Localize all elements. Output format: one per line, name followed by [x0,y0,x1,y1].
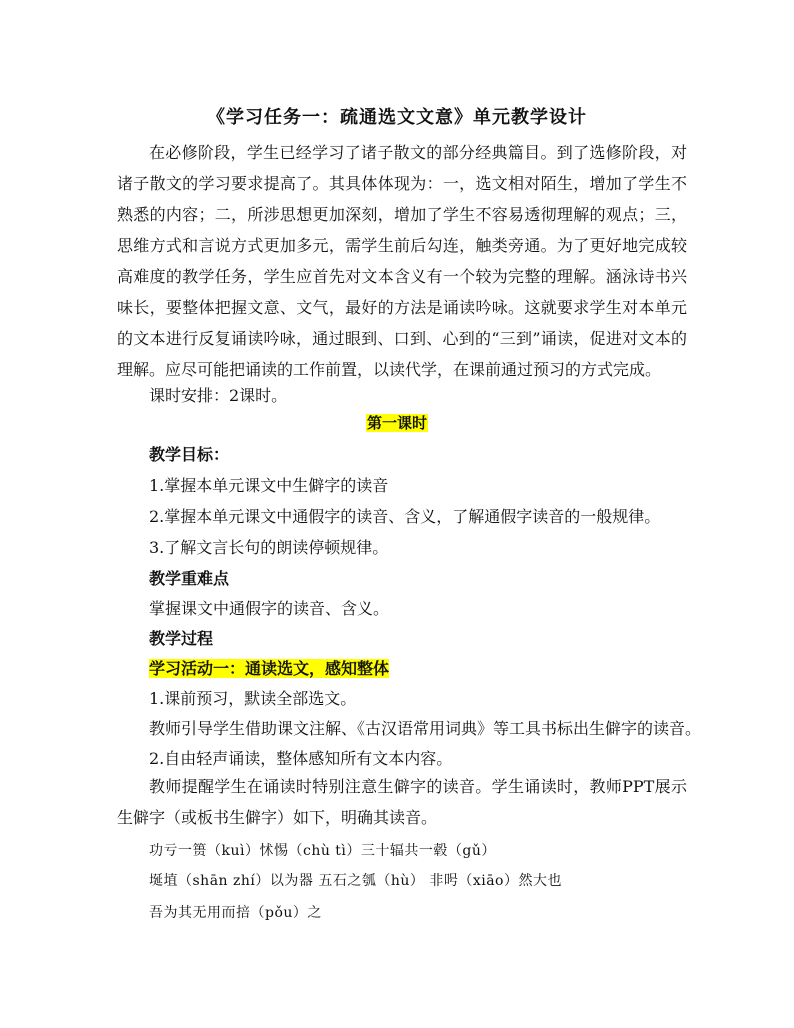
schedule-line: 课时安排：2课时。 [149,386,288,405]
step-2: 2.自由轻声诵读，整体感知所有文本内容。 [149,749,453,768]
objective-item: 1.掌握本单元课文中生僻字的读音 [149,476,389,495]
step-2-detail: 教师提醒学生在诵读时特别注意生僻字的读音。学生诵读时，教师PPT展示生僻字（或板书生僻字）如下，明确其读音。 [117,777,687,827]
difficulty-heading: 教学重难点 [149,569,230,588]
objectives-heading: 教学目标： [149,445,230,464]
step-1: 1.课前预习，默读全部选文。 [149,689,357,708]
activity-heading-text: 学习活动一：通读选文，感知整体 [149,659,390,678]
step-1-detail: 教师引导学生借助课文注解、《古汉语常用词典》等工具书标出生僻字的读音。 [149,719,702,738]
intro-paragraph: 在必修阶段，学生已经学习了诸子散文的部分经典篇目。到了选修阶段，对诸子散文的学习要求提高了。其具体体现为：一，选文相对陌生，增加了学生不熟悉的内容；二，所涉思想更加深刻，增加了学生不容易透彻理解的观点；三，思维方式和言说方式更加多元，需学生前后勾连，触类旁通。为了更好地完成较高难度的教学任务，学生应首先对文本含义有一个较为完整的理解。涵泳诗书兴味长，要整体把握文意、文气，最好的方法是诵读吟咏。这就要求学生对本单元的文本进行反复诵读吟咏，通过眼到、口到、心到的“三到”诵读，促进对文本的理解。应尽可能把诵读的工作前置，以读代学，在课前通过预习的方式完成。 [117,143,687,379]
process-heading: 教学过程 [149,629,214,648]
lesson-heading [0,412,794,433]
pinyin-line: 功亏一篑（kuì）怵惕（chù tì）三十辐共一毂（gǔ） [149,843,496,859]
pinyin-line: 吾为其无用而掊（pǒu）之 [149,905,322,921]
lesson-heading-text: 第一课时 [366,414,427,432]
objective-item: 2.掌握本单元课文中通假字的读音、含义，了解通假字读音的一般规律。 [149,507,661,526]
pinyin-line: 埏埴（shān zhí）以为器 五石之瓠（hù） 非呺（xiāo）然大也 [149,873,562,889]
document-title: 《学习任务一：疏通选文文意》单元教学设计 [207,107,587,128]
objective-item: 3.了解文言长句的朗读停顿规律。 [149,538,389,557]
activity-heading [149,656,389,679]
difficulty-text: 掌握课文中通假字的读音、含义。 [149,599,390,618]
